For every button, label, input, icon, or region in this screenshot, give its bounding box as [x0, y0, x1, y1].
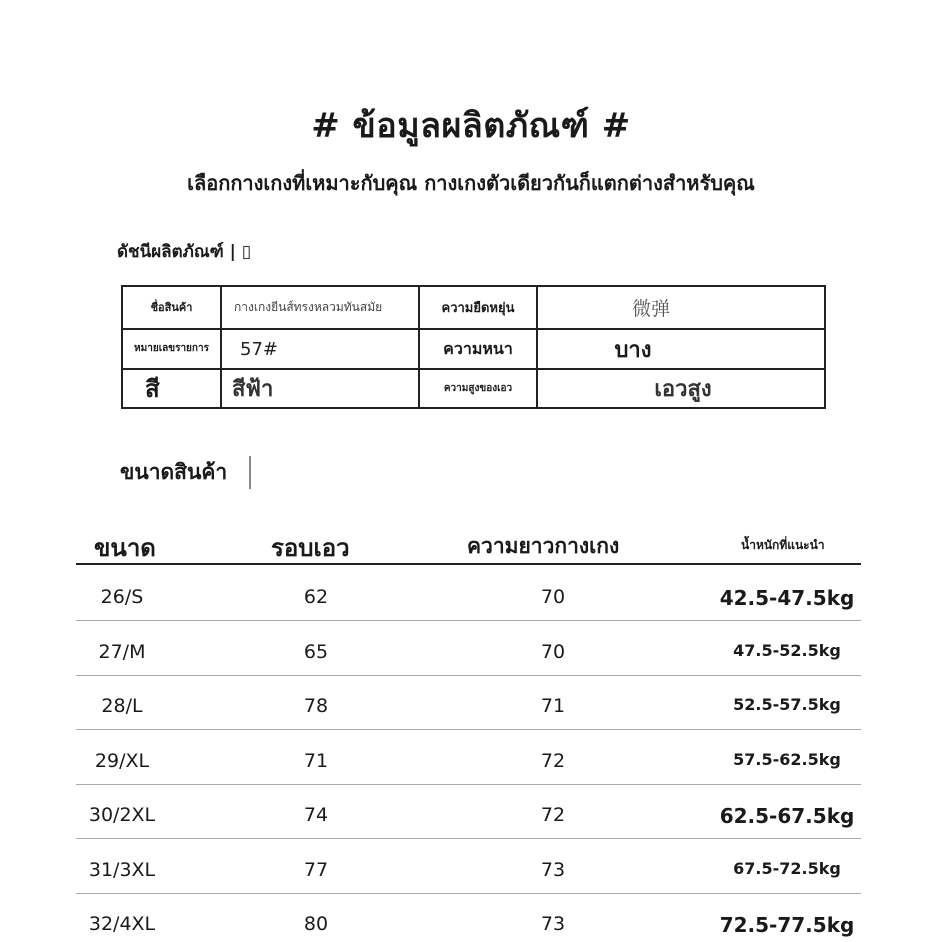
size-cell: 31/3XL: [88, 858, 156, 881]
weight-cell: 47.5-52.5kg: [733, 640, 841, 660]
size-cell: 28/L: [101, 695, 143, 717]
info-value-color: สีฟ้า: [232, 377, 274, 402]
page-title: # ข้อมูลผลิตภัณฑ์ #: [311, 106, 631, 146]
size-section-label: ขนาดสินค้า: [120, 460, 228, 484]
info-key-color: สี: [145, 375, 160, 403]
length-cell: 73: [540, 858, 566, 881]
info-value-elasticity: 微弹: [631, 298, 670, 320]
row-divider: [76, 784, 861, 785]
waist-cell: 80: [303, 913, 329, 935]
size-cell: 32/4XL: [88, 913, 156, 935]
size-cell: 30/2XL: [88, 804, 156, 826]
header-rule: [76, 563, 861, 565]
size-cell: 27/M: [98, 640, 146, 663]
info-value-waist-height: เอวสูง: [654, 377, 712, 402]
weight-cell: 62.5-67.5kg: [719, 804, 855, 828]
info-value-item-number: 57#: [240, 338, 278, 360]
info-value-thickness: บาง: [614, 337, 652, 363]
info-key-thickness: ความหนา: [443, 338, 513, 358]
info-key-elasticity: ความยืดหยุ่น: [441, 301, 515, 316]
row-divider: [76, 620, 861, 621]
info-key-waist-height: ความสูงของเอว: [443, 383, 513, 394]
col-header-length: ความยาวกางเกง: [467, 534, 620, 558]
info-key-item-number: หมายเลขรายการ: [134, 343, 209, 354]
waist-cell: 65: [303, 640, 329, 663]
length-cell: 70: [540, 586, 566, 608]
product-index-label: ดัชนีผลิตภัณฑ์ | ▯: [117, 242, 252, 262]
col-header-weight: น้ำหนักที่แนะนำ: [741, 538, 825, 552]
size-cell: 26/S: [100, 586, 144, 608]
weight-cell: 57.5-62.5kg: [733, 749, 841, 769]
weight-cell: 67.5-72.5kg: [733, 858, 841, 878]
size-cell: 29/XL: [94, 749, 150, 772]
size-label-divider: [249, 456, 251, 489]
col-header-waist: รอบเอว: [271, 534, 350, 562]
waist-cell: 74: [303, 804, 329, 826]
length-cell: 73: [540, 913, 566, 935]
length-cell: 72: [540, 804, 566, 826]
row-divider: [76, 729, 861, 730]
weight-cell: 52.5-57.5kg: [733, 695, 841, 714]
waist-cell: 62: [303, 586, 329, 608]
length-cell: 70: [540, 640, 566, 663]
info-value-name: กางเกงยีนส์ทรงหลวมทันสมัย: [234, 300, 383, 314]
row-divider: [76, 893, 861, 894]
weight-cell: 72.5-77.5kg: [719, 913, 855, 937]
length-cell: 72: [540, 749, 566, 772]
page-subtitle: เลือกกางเกงที่เหมาะกับคุณ กางเกงตัวเดียวกันก็แตกต่างสำหรับคุณ: [187, 171, 755, 195]
weight-cell: 42.5-47.5kg: [719, 586, 855, 610]
row-divider: [76, 675, 861, 676]
waist-cell: 78: [303, 695, 329, 717]
length-cell: 71: [540, 695, 566, 717]
waist-cell: 71: [303, 749, 329, 772]
row-divider: [76, 838, 861, 839]
col-header-size: ขนาด: [94, 534, 156, 562]
info-key-name: ชื่อสินค้า: [150, 300, 193, 314]
product-info-table: [121, 285, 826, 409]
waist-cell: 77: [303, 858, 329, 881]
